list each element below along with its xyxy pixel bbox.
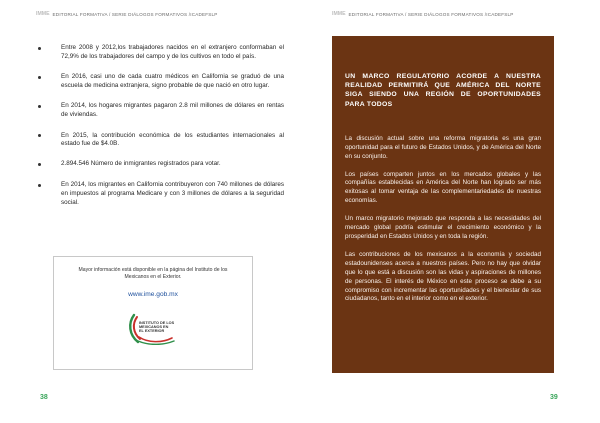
running-header [332,11,514,17]
header-logo: IMME [36,11,50,17]
list-item: En 2015, la contribución económica de los estudiantes internacionales al estado fue de $4.0B. [36,132,284,149]
highlight-paragraph: Las contribuciones de los mexicanos a la economía y sociedad estadounidenses acerca a nuestros países. Pero no hay que olvidar que lo que está a discusión son las vidas y aspiraciones de millones de personas. El interés de México en este proceso se debe a su compromiso con incrementar las oportunidades y el bienestar de sus ciudadanos, tanto en el interior como en el exterior. [345,250,541,303]
list-item: En 2016, casi uno de cada cuatro médicos en California se graduó de una escuela de medicina extranjera, signo probable de que nació en otro lugar. [36,73,284,90]
ime-website-link[interactable]: www.ime.gob.mx [128,291,178,299]
highlight-title: UN MARCO REGULATORIO ACORDE A NUESTRA REALIDAD PERMITIRÁ QUE AMÉRICA DEL NORTE SIGA SIENDO UNA REGIÓN DE OPORTUNIDADES PARA TODOS [345,73,541,108]
highlight-paragraph: Los países comparten juntos en los mercados globales y las compañías establecidas en América del Norte han logrado ser más exitosas al tomar ventaja de las complementariedades de nuestras economías. [345,170,541,205]
highlight-box [332,36,554,373]
page-number-right: 39 [550,394,558,401]
list-item: 2.894.546 Número de inmigrantes registrados para votar. [36,160,284,169]
ime-logo-line: MEXICANOS EN [139,325,169,330]
highlight-paragraph: La discusión actual sobre una reforma migratoria es una gran oportunidad para el futuro de Estados Unidos, y de América del Norte en su conjunto. [345,134,541,160]
info-text: Mayor información está disponible en la página del Instituto de los Mexicanos en el Exterior. [78,267,228,281]
header-text: EDITORIAL FORMATIVA / SERIE DIÁLOGOS FORMATIVOS /ICADEFSLP [52,11,218,17]
info-box [53,256,253,370]
right-page [300,0,600,423]
header-logo: IMME [332,11,346,17]
ime-logo-line: EL EXTERIOR [139,329,165,334]
list-item: En 2014, los hogares migrantes pagaron 2.8 mil millones de dólares en rentas de viviendas. [36,102,284,119]
page-number-left: 38 [40,394,48,401]
highlight-paragraph: Un marco migratorio mejorado que responda a las necesidades del mercado global podría estimular el crecimiento económico y la prosperidad en Estados Unidos y en toda la región. [345,215,541,240]
running-header [36,11,218,17]
list-item: Entre 2008 y 2012,los trabajadores nacidos en el extranjero conformaban el 72,9% de los trabajadores del campo y de los cultivos en todo el país. [36,44,284,61]
statistics-list [36,44,284,207]
header-text: EDITORIAL FORMATIVA / SERIE DIÁLOGOS FORMATIVOS /ICADEFSLP [348,11,514,17]
ime-logo [126,311,182,345]
list-item: En 2014, los migrantes en California contribuyeron con 740 millones de dólares en impuestos al programa Medicare y con 3 millones de dólares a la seguridad social. [36,181,284,207]
ime-logo-line: INSTITUTO DE LOS [139,321,175,325]
